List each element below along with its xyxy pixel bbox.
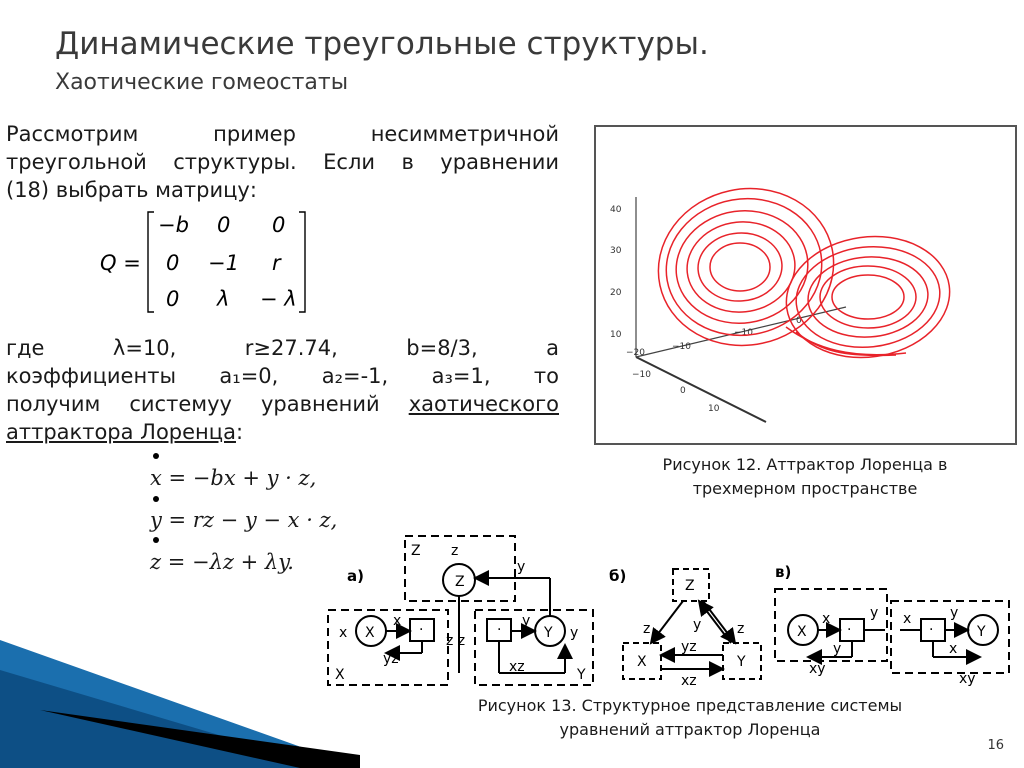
- matrix-cell: −1: [208, 251, 239, 275]
- svg-text:x: x: [822, 611, 831, 627]
- svg-text:·: ·: [497, 622, 502, 638]
- attractor-loop: [710, 243, 770, 291]
- structure-diagrams: [325, 533, 1020, 691]
- conditions-paragraph: [6, 334, 559, 446]
- matrix-right-bracket: [299, 212, 305, 312]
- slide-subtitle: Хаотические гомеостаты: [55, 70, 349, 95]
- attractor-loop: [696, 230, 785, 304]
- intro-line-2: треугольной структуры. Если в уравнении: [6, 150, 559, 174]
- matrix-cell: −b: [158, 213, 189, 237]
- svg-text:Z: Z: [455, 574, 465, 590]
- z-tick-label: 20: [610, 288, 622, 298]
- svg-text:Y: Y: [577, 667, 586, 683]
- attractor-loops: [644, 172, 958, 367]
- figure13-caption: [420, 694, 960, 742]
- svg-text:Z: Z: [685, 578, 695, 594]
- svg-text:X: X: [637, 654, 647, 670]
- matrix-cell: − λ: [260, 287, 297, 311]
- matrix-cell: 0: [272, 213, 286, 237]
- matrix-left-bracket: [148, 212, 154, 312]
- figure12-caption: [610, 453, 1000, 501]
- axis-tick-label: 10: [708, 404, 720, 414]
- intro-paragraph: [6, 120, 559, 204]
- z-tick-label: 40: [610, 205, 622, 215]
- intro-line-1: Рассмотрим пример несимметричной: [6, 122, 559, 146]
- conditions-highlight: аттрактора Лоренца: [6, 420, 236, 444]
- svg-text:xz: xz: [509, 659, 525, 675]
- matrix-label: Q =: [100, 251, 141, 275]
- intro-line-3: (18) выбрать матрицу:: [6, 178, 257, 202]
- svg-text:·: ·: [929, 622, 934, 638]
- matrix-q: [100, 208, 320, 316]
- svg-text:yz: yz: [383, 651, 399, 667]
- attractor-loop: [832, 275, 904, 319]
- z-tick-label: 10: [610, 330, 622, 340]
- lorenz-plot: [596, 127, 1015, 443]
- panel-a-label: а): [347, 567, 364, 585]
- derivative-dot: [153, 537, 159, 543]
- derivative-dot: [153, 496, 159, 502]
- svg-text:x: x: [393, 613, 402, 629]
- svg-text:X: X: [365, 625, 375, 641]
- diagram-c-labels: [797, 605, 986, 687]
- svg-text:Y: Y: [737, 654, 746, 670]
- x-axis: [636, 357, 766, 422]
- conditions-text: :: [235, 420, 244, 444]
- diagram-b-labels: [637, 578, 746, 689]
- z-tick-label: 30: [610, 246, 622, 256]
- svg-text:·: ·: [847, 622, 852, 638]
- matrix-cell: λ: [217, 287, 230, 311]
- equation-x: x = −bx + y · z,: [150, 466, 317, 490]
- svg-text:x: x: [903, 611, 912, 627]
- figure12-caption-line: трехмерном пространстве: [692, 479, 918, 498]
- svg-text:z: z: [451, 543, 459, 559]
- figure13-caption-line: Рисунок 13. Структурное представление системы: [477, 696, 903, 715]
- axis-tick-label: −20: [626, 348, 645, 358]
- svg-text:z: z: [737, 621, 745, 637]
- conditions-line-3: [6, 390, 559, 418]
- axis-tick-label: 0: [796, 316, 802, 326]
- conditions-line-4: [6, 418, 559, 446]
- panel-c-label: в): [775, 563, 792, 581]
- svg-text:y: y: [833, 641, 842, 657]
- axis-tick-label: −10: [632, 370, 651, 380]
- equation-z: z = −λz + λy.: [150, 550, 294, 574]
- conditions-line-1: где λ=10, r≥27.74, b=8/3, а: [6, 336, 559, 360]
- z-subsystem-box: [405, 536, 515, 601]
- svg-text:xy: xy: [959, 671, 976, 687]
- svg-text:Z: Z: [411, 543, 421, 559]
- equation-y: y = rz − y − x · z,: [150, 508, 338, 532]
- conditions-text: получим системуу уравнений: [6, 392, 409, 416]
- svg-text:y: y: [522, 613, 531, 629]
- page-number: 16: [987, 738, 1004, 753]
- svg-text:y: y: [570, 625, 579, 641]
- axis-tick-label: −10: [672, 342, 691, 352]
- axis-tick-label: −10: [734, 328, 753, 338]
- svg-text:y: y: [950, 605, 959, 621]
- conditions-highlight: хаотического: [408, 392, 559, 416]
- axis-tick-label: 0: [680, 386, 686, 396]
- svg-text:y: y: [870, 605, 879, 621]
- slide-title: Динамические треугольные структуры.: [55, 26, 709, 62]
- multiplier-block: [840, 619, 864, 641]
- svg-text:xy: xy: [809, 661, 826, 677]
- figure12-caption-line: Рисунок 12. Аттрактор Лоренца в: [662, 455, 948, 474]
- matrix-cell: 0: [166, 287, 180, 311]
- attractor-bridge: [786, 327, 906, 355]
- svg-text:·: ·: [419, 622, 424, 638]
- svg-text:z z: z z: [446, 633, 466, 649]
- derivative-dot: [153, 453, 159, 459]
- matrix-cell: r: [272, 251, 281, 275]
- svg-text:z: z: [643, 621, 651, 637]
- matrix-cell: 0: [166, 251, 180, 275]
- svg-text:y: y: [517, 559, 526, 575]
- diagram-panel-a: [328, 536, 593, 685]
- svg-text:Y: Y: [977, 624, 986, 640]
- conditions-line-2: коэффициенты a₁=0, a₂=-1, a₃=1, то: [6, 364, 559, 388]
- svg-text:x: x: [339, 625, 348, 641]
- slide-corner-decoration: [0, 640, 360, 768]
- svg-text:xz: xz: [681, 673, 697, 689]
- lorenz-attractor-figure: [594, 125, 1017, 445]
- figure13-caption-line: уравнений аттрактор Лоренца: [559, 720, 821, 739]
- svg-text:Y: Y: [544, 625, 553, 641]
- svg-text:y: y: [693, 617, 702, 633]
- svg-text:X: X: [335, 667, 345, 683]
- matrix-cell: 0: [217, 213, 231, 237]
- x-subsystem-box: [775, 589, 887, 661]
- panel-b-label: б): [609, 567, 627, 585]
- svg-text:x: x: [949, 641, 958, 657]
- svg-text:X: X: [797, 624, 807, 640]
- svg-text:yz: yz: [681, 639, 697, 655]
